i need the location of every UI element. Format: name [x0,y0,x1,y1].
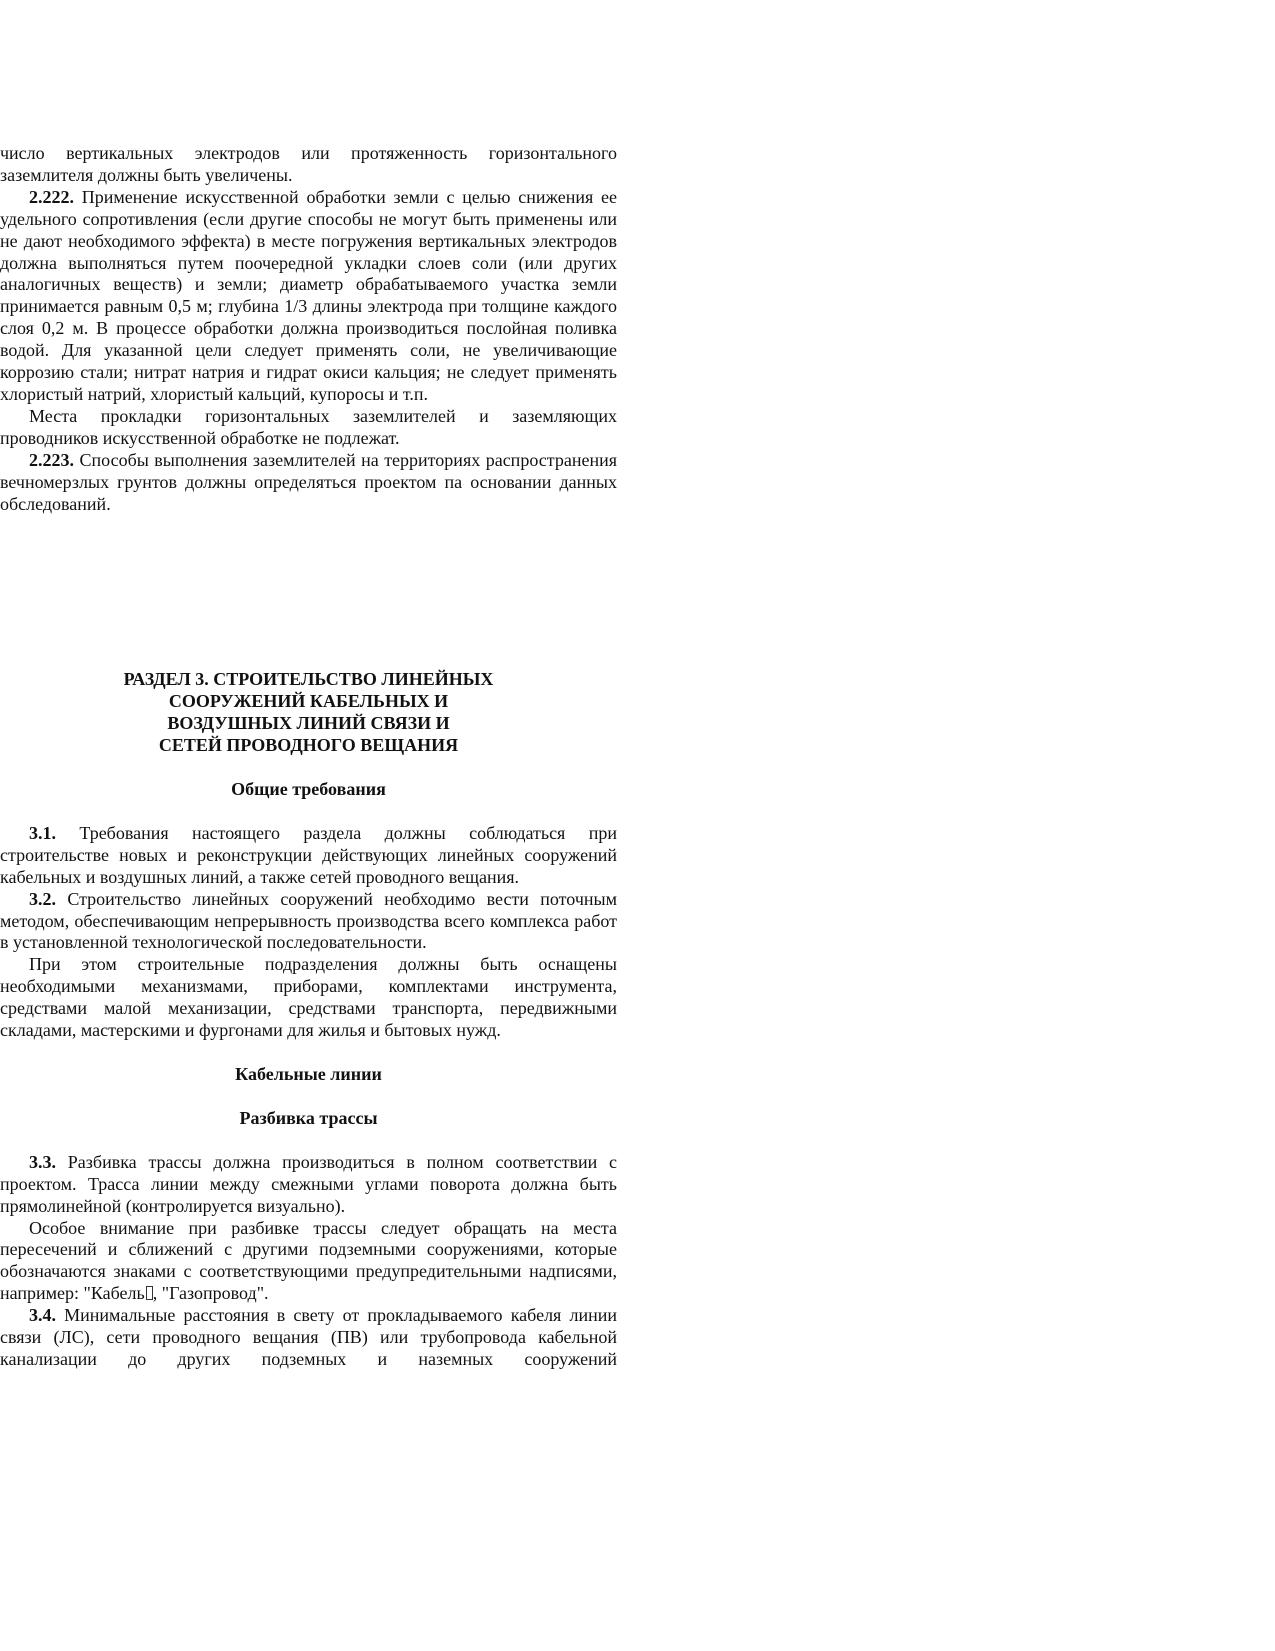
section-title-line: РАЗДЕЛ 3. СТРОИТЕЛЬСТВО ЛИНЕЙНЫХ [123,669,494,690]
subheading-cable-lines: Кабельные линии [235,1064,382,1084]
paragraph-text: Требования настоящего раздела должны соблюдаться при строительстве новых и реконструкции действующих линейных сооружений кабельных и воздушных линий, а также сетей проводного вещания. [0,822,617,887]
subheading-general-requirements: Общие требования [231,779,386,800]
paragraph-text: При этом строительные подразделения должны быть оснащены необходимыми механизмами, приборами, комплектами инструмента, средствами малой механизации, средствами транспорта, передвижными складами, мастерскими и фургонами для жилья и бытовых нужд. [0,954,617,1041]
paragraph-text: Способы выполнения заземлителей на территориях распространения вечномерзлых грунтов должны определяться проектом па основании данных обследований. [0,449,617,514]
paragraph-2-223 [0,450,617,516]
paragraph-text: Строительство линейных сооружений необходимо вести поточным методом, обеспечивающим непрерывность производства всего комплекса работ в установленной технологической последовательности. [0,888,617,953]
clause-number: 3.3. [29,1151,56,1172]
section-title-line: ВОЗДУШНЫХ ЛИНИЙ СВЯЗИ И [167,713,450,734]
section-title-line: СЕТЕЙ ПРОВОДНОГО ВЕЩАНИЯ [158,735,459,756]
paragraph-3-1 [0,823,617,889]
paragraph-text: Места прокладки горизонтальных заземлителей и заземляющих проводников искусственной обработке не подлежат. [0,405,617,448]
paragraph-text: Разбивка трассы должна производиться в полном соответствии с проектом. Трасса линии между смежными углами поворота должна быть прямолинейной (контролируется визуально). [0,1151,617,1216]
clause-number: 3.2. [29,888,56,909]
paragraph-2-222 [0,187,617,406]
paragraph-text: Применение искусственной обработки земли с целью снижения ее удельного сопротивления (если другие способы не могут быть применены или не дают необходимого эффекта) в месте погружения вертикальных электродов должна выполняться путем поочередной укладки слоев соли (или других аналогичных веществ) и земли; диаметр обрабатываемого участка земли принимается равным 0,5 м; глубина 1/3 длины электрода при толщине каждого слоя 0,2 м. В процессе обработки должна производиться послойная поливка водой. Для указанной цели следует применять соли, не увеличивающие коррозию стали; нитрат натрия и гидрат окиси кальция; не следует применять хлористый натрий, хлористый кальций, купоросы и т.п. [0,186,617,404]
clause-number: 2.223. [29,449,74,470]
missing-glyph-icon [146,1286,153,1300]
spacer [0,1042,617,1064]
clause-number: 3.1. [29,822,56,843]
spacer [0,515,617,669]
paragraph-3-2 [0,889,617,955]
section-title-line: СООРУЖЕНИЙ КАБЕЛЬНЫХ И [168,691,449,712]
spacer [0,1130,617,1152]
section-title [0,669,617,757]
paragraph-special-attention [0,1218,617,1306]
paragraph-text: Особое внимание при разбивке трассы следует обращать на места пересечений и сближений с другими подземными сооружениями, которые обозначаются знаками с соответствующими предупредительными надписями, например: "Кабель [0,1217,617,1304]
paragraph-3-4 [0,1305,617,1371]
clause-number: 2.222. [29,186,74,207]
paragraph-continuation [0,143,617,187]
clause-number: 3.4. [29,1305,56,1326]
paragraph-text: , "Газопровод". [152,1283,269,1304]
spacer [0,1086,617,1108]
spacer [0,757,617,779]
document-page [0,143,617,1371]
spacer [0,801,617,823]
paragraph-text: число вертикальных электродов или протяженность горизонтального заземлителя должны быть увеличены. [0,143,617,185]
subheading-route-layout: Разбивка трассы [239,1107,378,1128]
paragraph-equipment [0,954,617,1042]
paragraph-text: Минимальные расстояния в свету от прокладываемого кабеля линии связи (ЛС), сети проводного вещания (ПВ) или трубопровода кабельной канализации до других подземных и наземных сооружений [0,1305,617,1369]
paragraph-3-3 [0,1152,617,1218]
paragraph-horizontal-grounding [0,406,617,450]
